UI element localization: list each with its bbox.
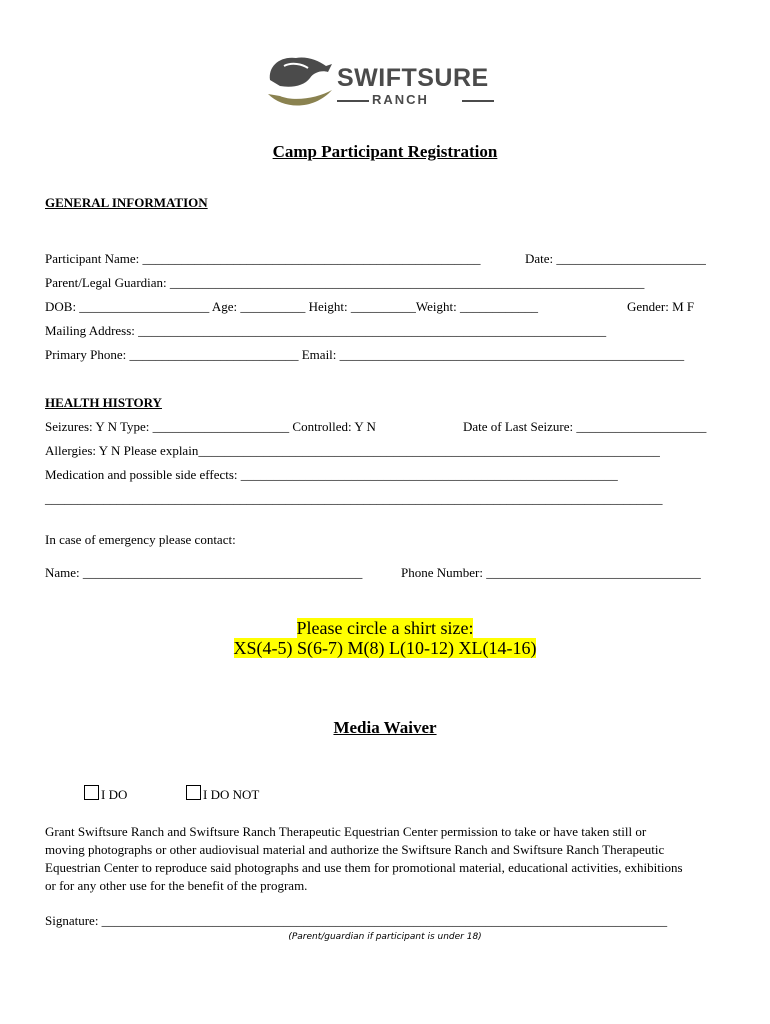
- form-title: Camp Participant Registration: [272, 142, 498, 161]
- allergies-field[interactable]: Allergies: Y N Please explain_______________________________________________________________________: [45, 443, 660, 458]
- i-do-not-label: I DO NOT: [203, 787, 260, 802]
- general-information-heading: GENERAL INFORMATION: [45, 195, 208, 210]
- i-do-checkbox[interactable]: [84, 785, 99, 800]
- mailing-address-field[interactable]: Mailing Address: ________________________________________________________________________: [45, 323, 607, 338]
- seizures-field[interactable]: Seizures: Y N Type: _____________________ Controlled: Y N: [45, 419, 376, 434]
- emergency-name-field[interactable]: Name: ___________________________________________: [45, 565, 363, 580]
- signature-field[interactable]: Signature: _______________________________________________________________________________________: [45, 913, 668, 928]
- waiver-text-line: moving photographs or other audiovisual material and authorize the Swiftsure Ranch and Swiftsure Ranch Therapeutic: [45, 842, 665, 857]
- i-do-not-option[interactable]: [186, 785, 259, 803]
- horse-head-icon: [270, 57, 332, 86]
- signature-note: (Parent/guardian if participant is under 18): [288, 932, 482, 942]
- last-seizure-date-field[interactable]: Date of Last Seizure: ____________________: [463, 419, 707, 434]
- shirt-size-options[interactable]: XS(4-5) S(6-7) M(8) L(10-12) XL(14-16): [233, 638, 537, 658]
- brand-subtitle: RANCH: [372, 92, 429, 107]
- emergency-contact-intro: In case of emergency please contact:: [45, 532, 236, 547]
- waiver-text-line: Grant Swiftsure Ranch and Swiftsure Ranch Therapeutic Equestrian Center permission to take or have taken still or: [45, 824, 647, 839]
- cupped-hands-icon: [268, 90, 332, 106]
- waiver-text-line: Equestrian Center to reproduce said photographs and use them for promotional material, educational activities, exhibitions: [45, 860, 683, 875]
- media-waiver-heading: Media Waiver: [333, 718, 437, 737]
- emergency-phone-field[interactable]: Phone Number: _________________________________: [401, 565, 701, 580]
- brand-divider-right: [462, 100, 494, 102]
- participant-name-field[interactable]: Participant Name: ____________________________________________________: [45, 251, 481, 266]
- health-history-heading: HEALTH HISTORY: [45, 395, 162, 410]
- i-do-label: I DO: [101, 787, 128, 802]
- i-do-not-checkbox[interactable]: [186, 785, 201, 800]
- guardian-field[interactable]: Parent/Legal Guardian: _________________________________________________________________________: [45, 275, 645, 290]
- dob-age-height-weight-field[interactable]: DOB: ____________________ Age: __________ Height: __________Weight: ____________: [45, 299, 538, 314]
- date-field[interactable]: Date: _______________________: [525, 251, 706, 266]
- waiver-text-line: or for any other use for the benefit of the program.: [45, 878, 308, 893]
- medication-continuation-line[interactable]: _______________________________________________________________________________________________: [45, 491, 663, 506]
- brand-divider-left: [337, 100, 369, 102]
- medication-field[interactable]: Medication and possible side effects: __________________________________________________________: [45, 467, 618, 482]
- gender-field[interactable]: Gender: M F: [627, 299, 695, 314]
- phone-email-field[interactable]: Primary Phone: __________________________ Email: _____________________________________________________: [45, 347, 685, 362]
- i-do-option[interactable]: [84, 785, 127, 803]
- brand-name: SWIFTSURE: [337, 64, 489, 92]
- shirt-size-prompt: Please circle a shirt size:: [296, 618, 474, 638]
